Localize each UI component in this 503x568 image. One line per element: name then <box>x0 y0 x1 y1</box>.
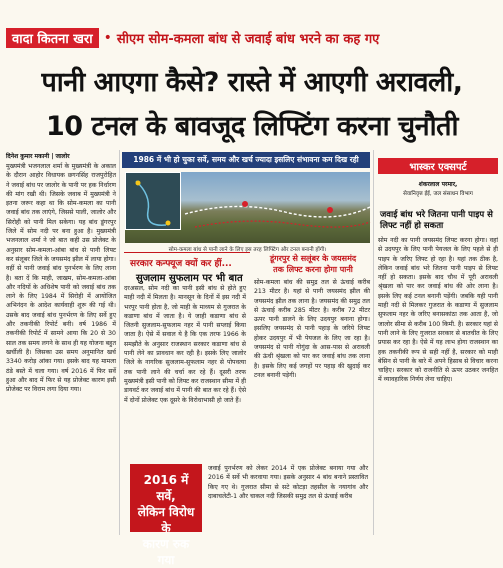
subhead-1-title: सरकार कन्फ्यूज क्यों कर हीं... <box>130 259 232 269</box>
survey-box-line-2: लेकिन विरोध के <box>137 505 195 535</box>
column-divider <box>373 150 374 535</box>
kicker-tag: वादा कितना खरा <box>6 28 99 48</box>
subhead-2-line-1: डूंगरपुर से सलूंबर के जयसमंद <box>269 254 357 263</box>
article-column-1: मुख्यमंत्री भजनलाल शर्मा के मुख्यमंत्री के अकाल के दौरान आहोर विधायक छगनसिंह राजपुरोहित ने जवाई बांध पर जालोर के पानी पर हक निर्धारण की मांग रखी थी। जिसके जवाब में मुख्यमंत्री ने इतना जरूर कहा था कि सोम-कमला का पानी जवाई बांध तक लाएंगे, जिससे पाली, जालोर और सिरोही को पानी मिल सकेगा। यह बांध डूंगरपुर जिले में सोम नदी पर बना हुआ है। मुख्यमंत्री भजनलाल शर्मा ने जो बात कही उस प्रोजेक्ट के अनुसार सोम-कमला-आंबा बांध से पानी लिफ्ट कर संलूबर जिले के जयसमंद झील में लाया होगा। वहीं से पानी जवाई बांध पुनर्भरण के लिए लाना है। बता दें कि माही, जाखम, सोम-कमला-आंबा और नदियों के अधिशेष पानी को जवाई बांध तक लाने के लिए 1984 में सिरोही में आयोजित अभिनंदन के आदेश कार्यवाही शुरू की गई थी। उसके बाद जवाई बांध पुनर्भरण के लिए सर्वे हुए और तकनीकी रिपोर्ट बनी। वर्ष 1986 में तकनीकी रिपोर्ट में सामने आया कि 20 से 30 साल तक समय लगने के साथ ही यह योजना बहुत खर्चीली है। जिसका उस समय अनुमानित खर्च 3340 करोड़ आंका गया। इसके बाद यह मामला ठंडे बस्ते में चला गया। वर्ष 2016 में फिर सर्वे हुआ और बाद में फिर से यह प्रोजेक्ट कारण इसी प्रोजेक्ट पर विराम लगा दिया गया। <box>6 163 116 394</box>
article-column-4: सोम नदी का पानी जयसमंद लिफ्ट करना होगा। वहां से उदयपुर के लिए पानी पेयजल के लिए पहले से ही पाइप के जरिए लिफ्ट हो रहा है। यहां तक ठीक है, लेकिन जवाई बांध भरे जितना पानी पाइप से लिफ्ट नहीं हो सकता। इसके बाद चौथ में पूरी अरावली श्रृंखला को पार कर जवाई बांध की ओर लाना है। इसके लिए कई टनल बनानी पड़ेंगी। जबकि यही पानी माही नदी से मिलकर गुजरात के कडाणा में सुजलाम सुफलाम नहर के जरिए बनासकांठा तक आता है, जो जालोर सीमा से करीब 100 किमी. है। सरकार यहां से पानी लाने के लिए गुजरात सरकार से बातचीत के लिए प्रयास कर रहा है। ऐसे में यह लाभ होगा राजस्थान का हक तकनीकी रूप से सही नहीं है, सरकार को माही बेसिन से पानी के बारे में अपने हिसाब से विचार करना चाहिए। सरकार को राजनीति से ऊपर उठकर जनहित में व्यावहारिक निर्णय लेना चाहिए। <box>378 237 498 384</box>
photo-caption: सोम-कमला बांध से पानी लाने के लिए इस तरह लिफ्टिंग और टनल बनानी होंगी। <box>168 247 327 253</box>
inset-map <box>125 172 181 230</box>
subhead-box-1 <box>124 252 250 253</box>
headline-line-1: पानी आएगा कैसे? रास्ते में आएगी अरावली, <box>41 67 463 98</box>
expert-badge: भास्कर एक्सपर्ट <box>378 158 498 174</box>
subhead-1-text: सुजलाम सुफलाम पर भी बात <box>136 273 243 284</box>
map-graphic <box>126 173 182 231</box>
kicker-dot: • <box>103 30 112 46</box>
article-column-3: सोम-कमला बांध की समुद्र तल से ऊंचाई करीब 213 मीटर है। यहां से पानी जयसमंद झील की जयसमंद झील तक लाना है। जयसमंद की समुद्र तल से ऊंचाई करीब 285 मीटर है। करीब 72 मीटर ऊपर पानी डालने के लिए उदयपुर बनाना होगा। इसलिए जयसमंद से पानी पहाड़ के जरिये लिफ्ट होकर उदयपुर में भी पेयजल के लिए जा रहा है। जयसमंद से पानी गोगुंदा के आस-पास से अरावली की ऊंची श्रृंखला को पार कर जवाई बांध तक लाना है। इसके लिए कई जगहों पर पहाड़ की खुदाई कर टनल बनानी पड़ेगी। <box>254 279 370 379</box>
kicker-text: सीएम सोम-कमला बांध से जवाई बांध भरने का कह गए <box>116 32 380 47</box>
photo-banner: 1986 में भी हो चुका सर्वे, समय और खर्च ज्यादा इसलिए संभावना कम दिख रही <box>122 152 370 168</box>
survey-box-line-1: 2016 में सर्वे, <box>143 473 189 503</box>
survey-box <box>130 464 202 567</box>
survey-box-line-3: कारण रुक गया <box>142 537 190 567</box>
expert-headline: जवाई बांध भरे जितना पानी पाइप से लिफ्ट नहीं हो सकता <box>380 210 493 231</box>
kicker <box>6 28 379 48</box>
expert-name: शंकरलाल परमार, <box>418 181 458 188</box>
subhead-2-line-2: तक लिफ्ट करना होगा पानी <box>273 265 353 274</box>
bottom-column-1: जवाई पुनर्भरण को लेकर 2014 में एक प्रोजेक्ट बनाया गया और 2016 में सर्वे भी करवाया गया। इसके अनुसार 4 बांध बनाने प्रस्तावित किए गए थे। गुजरात सीमा से सटे कोटड़ा तहसील के नयागांव और दाबाचलेटी-1 और चाकल नदी जिसकी समुद्र तल से ऊंचाई करीब <box>208 465 368 500</box>
byline: दिनेश कुमार मकानी | जालोर <box>6 153 70 160</box>
column-divider <box>119 150 120 535</box>
article-column-2: दरअसल, सोम नदी का पानी इसी बांध से होते हुए माही नदी में मिलता है। मानसून के दिनों में इस नदी में भरपूर पानी होता है, जो माही के माध्यम से गुजरात के कडाणा बांध में जाता है। ये जाही कडाणा बांध से जितनी सुजलाम-सुफलाम नहर में पानी सप्लाई किया जाता है। ऐसे में सवाल ये है कि एक तरफ 1966 के समझौते के अनुसार राजस्थान सरकार कडाणा बांध से पानी लेने का प्रावधान कर रही है। इसके लिए जालोर जिले के नागरिक सुजलाम-सुफलाम नहर से पोपवत्या तक पानी लाने की चर्चा कर रहे हैं। दूसरी तरफ मुख्यमंत्री इसी पानी को लिफ्ट कर राजस्थान सीमा में ही डायवर्ट कर जवाई बांध में पानी की बात कर रहे हैं। ऐसे में दोनों प्रोजेक्ट एक दूसरे के विरोधाभासी हो जाते हैं। <box>124 285 246 404</box>
headline-line-2: 10 टनल के बावजूद लिफ्टिंग करना चुनौती <box>45 111 459 142</box>
expert-role: सेवानिवृत्त ईई, जल संसाधन विभाग <box>403 191 473 197</box>
